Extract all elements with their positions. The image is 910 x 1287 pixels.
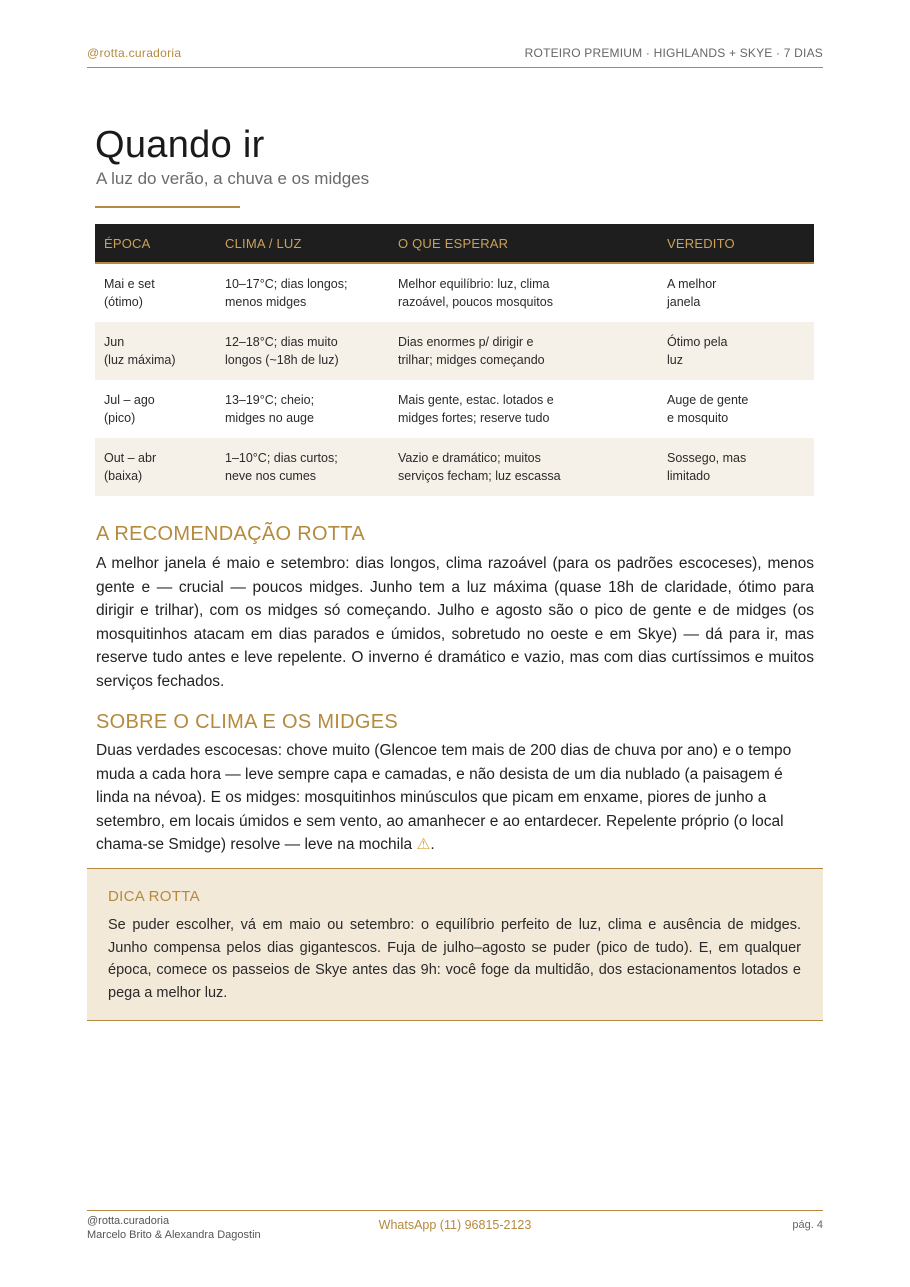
cell-line: Mai e set (104, 277, 155, 291)
header-doc-title: ROTEIRO PREMIUM · HIGHLANDS + SKYE · 7 DIAS (524, 46, 823, 60)
cell-line: janela (667, 295, 701, 309)
page-subtitle: A luz do verão, a chuva e os midges (96, 169, 370, 188)
tip-box (87, 868, 823, 1021)
cell-line: midges no auge (225, 411, 314, 425)
cell-line: (baixa) (104, 469, 143, 483)
table-cell (389, 438, 658, 496)
cell-line: longos (~18h de luz) (225, 353, 339, 367)
table-cell (658, 438, 814, 496)
cell-line: A melhor (667, 277, 717, 291)
footer-contact: WhatsApp (11) 96815-2123 (378, 1218, 532, 1232)
cell-line: razoável, poucos mosquitos (398, 295, 553, 309)
tip-heading: DICA ROTTA (108, 888, 200, 905)
cell-line: Vazio e dramático; muitos (398, 451, 541, 465)
cell-line: 13–19°C; cheio; (225, 393, 315, 407)
cell-line: Melhor equilíbrio: luz, clima (398, 277, 550, 291)
recommendation-text: A melhor janela é maio e setembro: dias longos, clima razoável (para os padrões escoceses), menos gente e — crucial — poucos midges. Junho tem a luz máxima (quase 18h de claridade, ótimo para dirigir e trilhar), com os midges só começando. Julho e agosto são o pico de gente e de midges (os mosquitinhos atacam em dias parados e úmidos, sobretudo no oeste e em Skye) — dá para ir, mas reserve tudo antes e leve repelente. O inverno é dramático e vazio, mas com dias curtíssimos e muitos serviços fechados. (96, 555, 814, 690)
table-cell (95, 322, 216, 380)
table-header-cell: O QUE ESPERAR (389, 224, 658, 263)
cell-line: (pico) (104, 411, 136, 425)
cell-line: e mosquito (667, 411, 729, 425)
climate-heading: SOBRE O CLIMA E OS MIDGES (96, 711, 399, 733)
table-cell (389, 380, 658, 438)
table-cell (95, 380, 216, 438)
cell-line: Dias enormes p/ dirigir e (398, 335, 534, 349)
tip-text: Se puder escolher, vá em maio ou setembro: o equilíbrio perfeito de luz, clima e ausência de midges. Junho compensa pelos dias gigantescos. Fuja de julho–agosto se puder (pico de tudo). E, em qualquer época, comece os passeios de Skye antes das 9h: você foge da multidão, dos estacionamentos lotados e pega a melhor luz. (108, 917, 801, 1001)
cell-line: (ótimo) (104, 295, 143, 309)
page-title: Quando ir (95, 124, 265, 166)
table-cell (658, 263, 814, 322)
page-header (87, 46, 823, 68)
cell-line: Mais gente, estac. lotados e (398, 393, 554, 407)
climate-text: Duas verdades escocesas: chove muito (Glencoe tem mais de 200 dias de chuva por ano) e o tempo muda a cada hora — leve sempre capa e camadas, e não desista de um dia nublado (a paisagem é linda na névoa). E os midges: mosquitinhos minúsculos que picam em enxame, piores de junho a setembro, em locais úmidos e sem vento, ao amanhecer e ao entardecer. Repelente próprio (o local chama-se Smidge) resolve — leve na mochila (96, 742, 792, 853)
table-cell (95, 263, 216, 322)
cell-line: Ótimo pela (667, 335, 728, 349)
table-cell (216, 380, 389, 438)
table-header-row (95, 224, 814, 263)
table-cell (658, 380, 814, 438)
page-number: pág. 4 (792, 1219, 823, 1231)
cell-line: serviços fecham; luz escassa (398, 469, 561, 483)
cell-line: Jul – ago (104, 393, 155, 407)
table-header-cell: VEREDITO (658, 224, 814, 263)
warning-icon: ⚠ (416, 836, 431, 853)
title-divider (95, 206, 240, 208)
cell-line: midges fortes; reserve tudo (398, 411, 550, 425)
table-row (95, 322, 814, 380)
cell-line: menos midges (225, 295, 307, 309)
header-handle: @rotta.curadoria (87, 46, 182, 60)
table-cell (389, 322, 658, 380)
recommendation-heading: A RECOMENDAÇÃO ROTTA (96, 523, 365, 545)
cell-line: 1–10°C; dias curtos; (225, 451, 338, 465)
cell-line: (luz máxima) (104, 353, 176, 367)
table-row (95, 438, 814, 496)
table-header-cell: CLIMA / LUZ (216, 224, 389, 263)
footer-authors: Marcelo Brito & Alexandra Dagostin (87, 1229, 261, 1241)
table-row (95, 263, 814, 322)
footer-handle: @rotta.curadoria (87, 1215, 170, 1227)
table-cell (216, 322, 389, 380)
cell-line: trilhar; midges começando (398, 353, 545, 367)
cell-line: 12–18°C; dias muito (225, 335, 338, 349)
cell-line: Out – abr (104, 451, 157, 465)
season-table (95, 224, 814, 496)
climate-paragraph: Duas verdades escocesas: chove muito (Glencoe tem mais de 200 dias de chuva por ano) e o tempo muda a cada hora — leve sempre capa e camadas, e não desista de um dia nublado (a paisagem é linda na névoa). E os midges: mosquitinhos minúsculos que picam em enxame, piores de junho a setembro, em locais úmidos e sem vento, ao amanhecer e ao entardecer. Repelente próprio (o local chama-se Smidge) resolve — leve na mochila ⚠. (96, 742, 792, 853)
table-row (95, 380, 814, 438)
page-footer (87, 1210, 823, 1241)
table-cell (95, 438, 216, 496)
cell-line: neve nos cumes (225, 469, 317, 483)
cell-line: luz (667, 353, 683, 367)
table-cell (658, 322, 814, 380)
table-cell (216, 438, 389, 496)
cell-line: limitado (667, 469, 711, 483)
cell-line: 10–17°C; dias longos; (225, 277, 348, 291)
cell-line: Auge de gente (667, 393, 749, 407)
cell-line: Jun (104, 335, 125, 349)
table-cell (216, 263, 389, 322)
table-cell (389, 263, 658, 322)
cell-line: Sossego, mas (667, 451, 747, 465)
table-header-cell: ÉPOCA (95, 224, 216, 263)
